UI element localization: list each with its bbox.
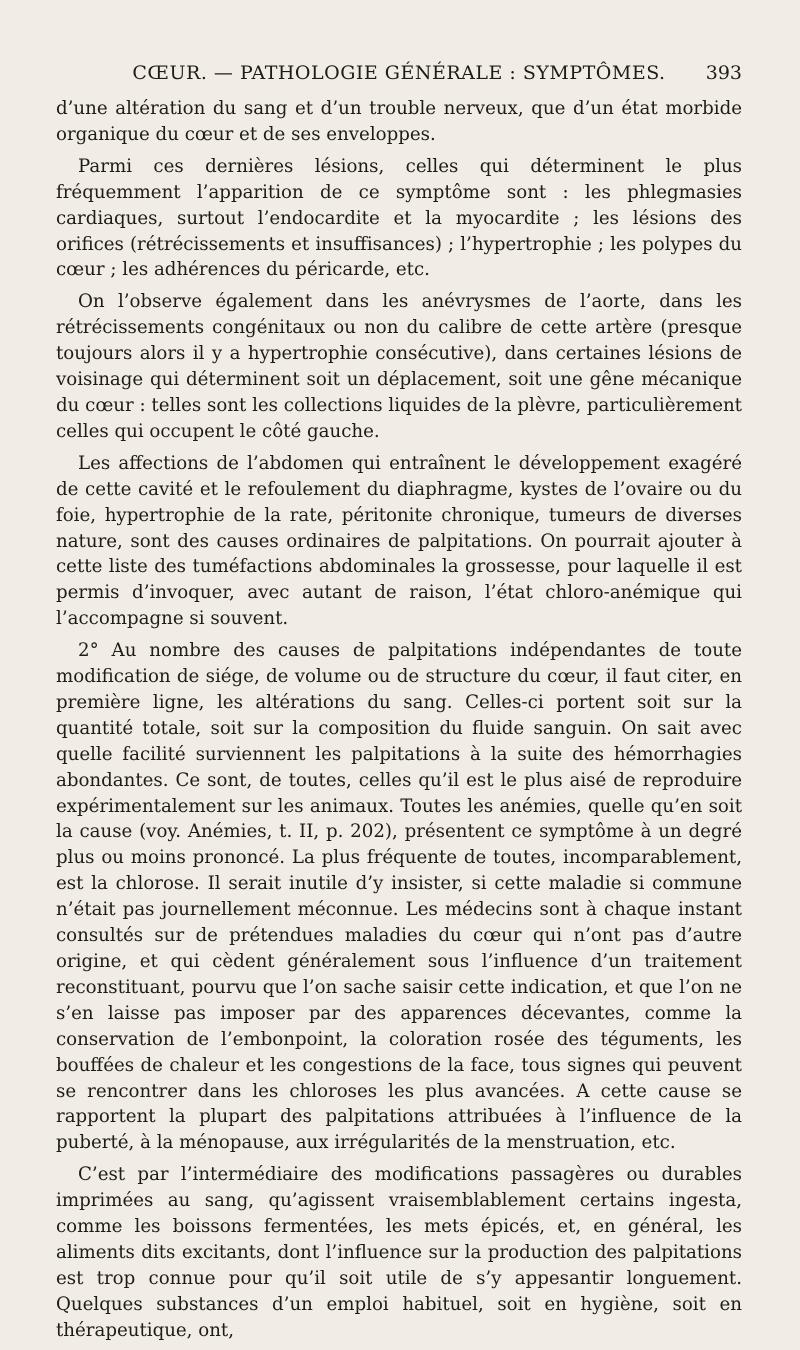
- paragraph-3: On l’observe également dans les anévrysmes de l’aorte, dans les rétrécissements congénitaux ou non du calibre de cette artère (presque toujours alors il y a hypertrophie consécutive), dans certaines lésions de voisinage qui déterminent soit un déplacement, soit une gêne mécanique du cœur : telles sont les collections liquides de la plèvre, particulièrement celles qui occupent le côté gauche.: [56, 291, 742, 442]
- paragraph-1: d’une altération du sang et d’un trouble nerveux, que d’un état morbide organique du cœur et de ses enveloppes.: [56, 98, 742, 145]
- paragraph-5: 2° Au nombre des causes de palpitations indépendantes de toute modification de siége, de volume ou de structure du cœur, il faut citer, en première ligne, les altérations du sang. Celles-ci portent soit sur la quantité totale, soit sur la composition du fluide sanguin. On sait avec quelle facilité surviennent les palpitations à la suite des hémorrhagies abondantes. Ce sont, de toutes, celles qu’il est le plus aisé de reproduire expérimentalement sur les animaux. Toutes les anémies, quelle qu’en soit la cause (voy. Anémies, t. II, p. 202), présentent ce symptôme à un degré plus ou moins prononcé. La plus fréquente de toutes, incomparablement, est la chlorose. Il serait inutile d’y insister, si cette maladie si commune n’était pas journellement méconnue. Les médecins sont à chaque instant consultés sur de prétendues maladies du cœur qui n’ont pas d’autre origine, et qui cèdent généralement sous l’influence d’un traitement reconstituant, pourvu que l’on sache saisir cette indication, et que l’on ne s’en laisse pas imposer par des apparences décevantes, comme la conservation de l’embonpoint, la coloration rosée des téguments, les bouffées de chaleur et les congestions de la face, tous signes qui peuvent se rencontrer dans les chloroses les plus avancées. A cette cause se rapportent la plupart des palpitations attribuées à l’influence de la puberté, à la ménopause, aux irrégularités de la menstruation, etc.: [56, 640, 742, 1154]
- page-number: 393: [705, 62, 742, 84]
- paragraph-2: Parmi ces dernières lésions, celles qui déterminent le plus fréquemment l’apparition de ce symptôme sont : les phlegmasies cardiaques, surtout l’endocardite et la myocardite ; les lésions des orifices (rétrécissements et insuffisances) ; l’hypertrophie ; les polypes du cœur ; les adhérences du péricarde, etc.: [56, 155, 742, 281]
- paragraph-4: Les affections de l’abdomen qui entraînent le développement exagéré de cette cavité et le refoulement du diaphragme, kystes de l’ovaire ou du foie, hypertrophie de la rate, péritonite chronique, tumeurs de diverses nature, sont des causes ordinaires de palpitations. On pourrait ajouter à cette liste des tuméfactions abdominales la grossesse, pour laquelle il est permis d’invoquer, avec autant de raison, l’état chloro-anémique qui l’accompagne si souvent.: [56, 452, 742, 630]
- paragraph-6: C’est par l’intermédiaire des modifications passagères ou durables imprimées au sang, qu’agissent vraisemblablement certains ingesta, comme les boissons fermentées, les mets épicés, et, en général, les aliments dits excitants, dont l’influence sur la production des palpitations est trop connue pour qu’il soit utile de s’y appesantir longuement. Quelques substances d’un emploi habituel, soit en hygiène, soit en thérapeutique, ont,: [56, 1164, 742, 1341]
- running-title: CŒUR. — PATHOLOGIE GÉNÉRALE : SYMPTÔMES.: [132, 62, 666, 84]
- body-text: [56, 96, 742, 1350]
- running-header: [56, 62, 742, 92]
